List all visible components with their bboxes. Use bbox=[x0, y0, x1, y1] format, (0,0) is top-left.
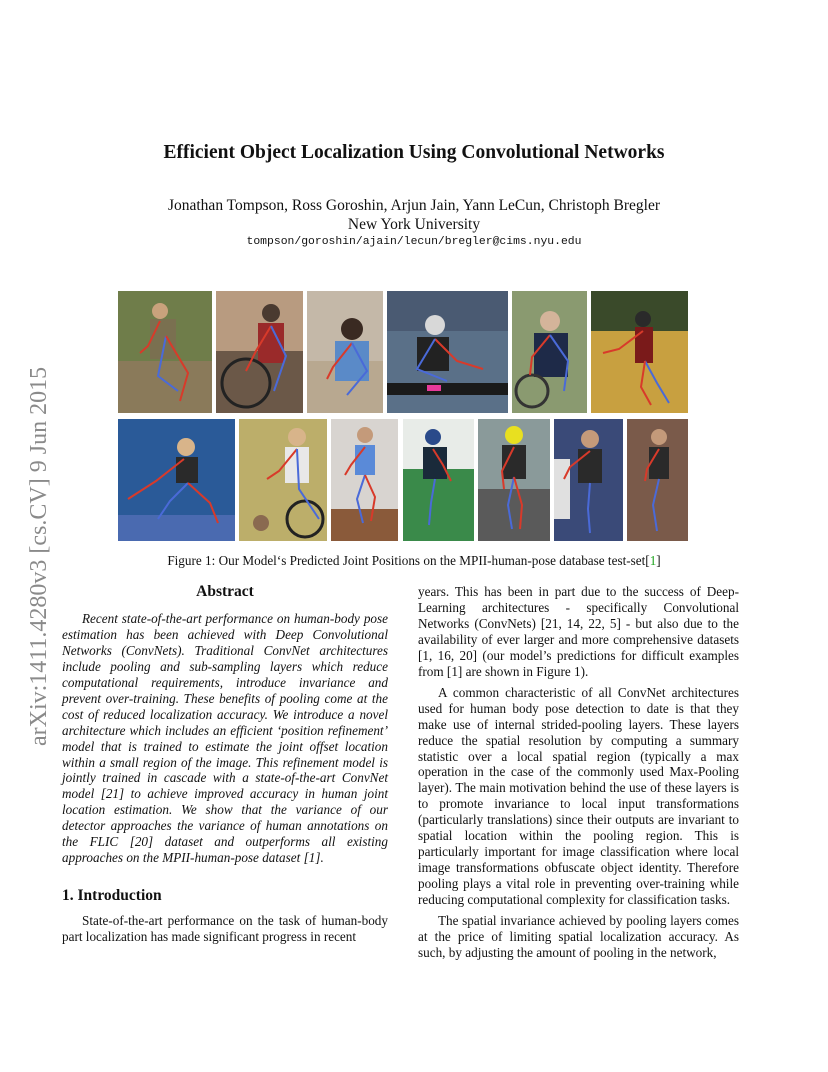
abstract-heading: Abstract bbox=[196, 583, 254, 600]
pose-photo-cyclist bbox=[478, 419, 550, 541]
author-list: Jonathan Tompson, Ross Goroshin, Arjun Jain, Yann LeCun, Christoph Bregler bbox=[167, 197, 661, 214]
figure-1-caption bbox=[0, 553, 828, 569]
caption-bracket: ] bbox=[656, 553, 661, 568]
pose-photo-bike-mechanic bbox=[239, 419, 327, 541]
pose-photo-child-reading bbox=[307, 291, 383, 413]
abstract-body: Recent state-of-the-art performance on human-body pose estimation has been achieved with Deep Convolutional Networks (ConvNets). Traditional ConvNet architectures include pooling and sub-sampling layers which reduce computational requirements, introduce invariance and prevent over-training. These benefits of pooling come at the cost of reduced localization accuracy. We introduce a novel architecture which includes an efficient ‘position refinement’ model that is trained to estimate the joint offset location within a small region of the image. This refinement model is jointly trained in cascade with a state-of-the-art ConvNet model [21] to achieve improved accuracy in human joint location estimation. We show that the variance of our detector approaches the variance of human annotations on the FLIC [20] dataset and outperforms all existing approaches on the MPII-human-pose dataset [1]. bbox=[62, 610, 388, 866]
caption-citation-link[interactable]: 1 bbox=[649, 553, 657, 568]
pose-photo-woman-lunging bbox=[118, 419, 235, 541]
intro-paragraph-2: A common characteristic of all ConvNet architectures used for human body pose detection to date is that they make use of internal strided-pooling layers. These layers reduce the spatial resolution by computing a summary statistic over a local spatial region (typically a max operation in the case of the commonly used Max-Pooling layer). The main motivation behind the use of these layers is to promote invariance to local input transformations (particularly translations) since their outputs are invariant to spatial location within the pooling region. This is particularly important for image classification where local image transformations obfuscate object identity. Therefore pooling plays a vital role in preventing over-training while reducing computational complexity for classification tasks. bbox=[418, 684, 739, 908]
pose-photo-crouching-man bbox=[118, 291, 212, 413]
intro-paragraph-3: The spatial invariance achieved by pooling layers comes at the price of limiting spatial localization accuracy. As such, by adjusting the amount of pooling in the network, bbox=[418, 913, 739, 960]
intro-paragraph-1: State-of-the-art performance on the task of human-body part localization has made significant progress in recent bbox=[62, 913, 388, 945]
author-email: tompson/goroshin/ajain/lecun/bregler@cims.nyu.edu bbox=[246, 236, 582, 248]
pose-photo-cricketer bbox=[403, 419, 474, 541]
pose-photo-man-standing bbox=[331, 419, 398, 541]
pose-photo-two-men bbox=[554, 419, 623, 541]
section-heading-introduction: 1. Introduction bbox=[62, 887, 162, 905]
paper-title: Efficient Object Localization Using Convolutional Networks bbox=[163, 142, 665, 163]
pose-photo-wheelchair-athlete bbox=[216, 291, 303, 413]
affiliation: New York University bbox=[347, 216, 481, 233]
pose-photo-man-in-wheelchair bbox=[512, 291, 587, 413]
right-column bbox=[418, 584, 739, 961]
caption-text: Figure 1: Our Model‘s Predicted Joint Positions on the MPII-human-pose database test-set[ bbox=[167, 553, 650, 568]
pose-photo-rower bbox=[387, 291, 508, 413]
intro-paragraph-1-continued: years. This has been in part due to the success of Deep-Learning architectures - specifically Convolutional Networks (ConvNets) [21, 14, 22, 5] - but also due to the availability of ever larger and more comprehensive datasets [1, 16, 20] (our model’s predictions for difficult examples from [1] are shown in Figure 1). bbox=[418, 584, 739, 679]
left-column bbox=[62, 584, 388, 945]
pose-photo-skier bbox=[591, 291, 688, 413]
arxiv-identifier-text: arXiv:1411.4280v3 [cs.CV] 9 Jun 2015 bbox=[26, 366, 52, 746]
author-block bbox=[0, 196, 828, 234]
pose-photo-woman-walking bbox=[627, 419, 688, 541]
figure-1-pose-grid bbox=[118, 291, 688, 541]
